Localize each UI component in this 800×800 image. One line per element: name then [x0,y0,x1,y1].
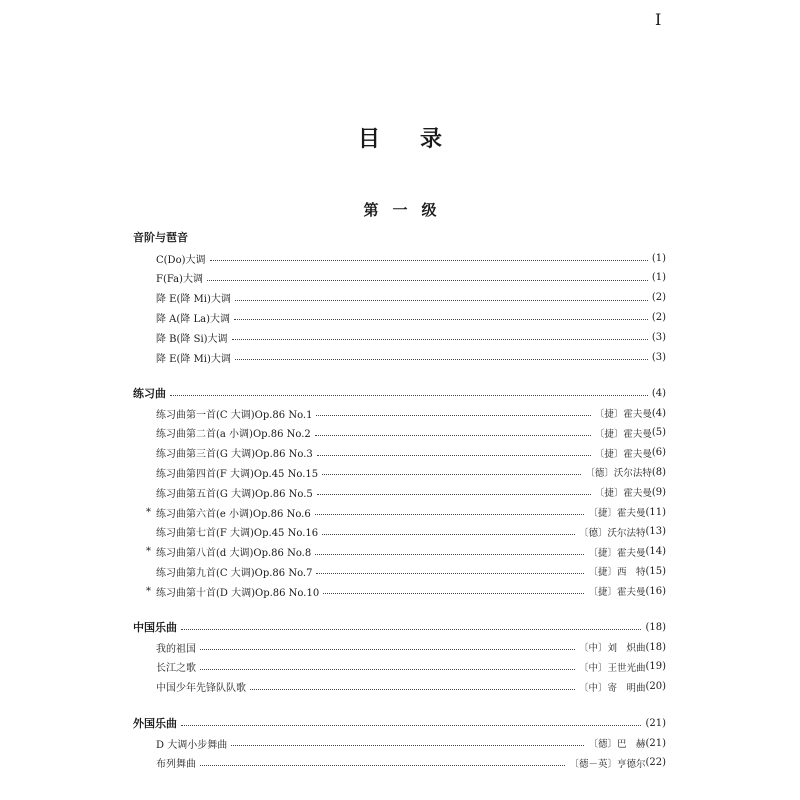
entry-page: (22) [645,757,666,769]
entry-page: (14) [645,546,666,558]
entry-title: 练习曲第九首(C 大调)Op.86 No.7 [156,567,313,579]
entry-title: 我的祖国 [156,643,196,655]
leader-dots [181,628,641,630]
entry-page: (18) [645,641,666,653]
toc-entry [156,308,666,326]
entry-title: D 大调小步舞曲 [156,739,228,751]
toc-entry [156,523,666,541]
section-heading-title: 中国乐曲 [133,621,177,634]
leader-dots [250,688,575,690]
entry-page: (11) [645,506,666,518]
leader-dots [316,572,584,574]
toc-entry [156,444,666,462]
leader-dots [322,473,581,475]
entry-composer: 〔中〕王世光曲 [578,662,646,674]
entry-page: (5) [651,427,666,439]
entry-page: (19) [645,661,666,673]
leader-dots [232,338,648,340]
section-heading-title: 音阶与琶音 [133,231,188,244]
entry-page: (3) [651,351,666,363]
section-heading-title: 练习曲 [133,387,166,400]
section-heading-page: (4) [651,387,666,399]
entry-composer: 〔中〕刘 炽曲 [578,643,646,654]
section-heading [133,228,666,246]
leader-dots [315,553,584,555]
entry-page: (3) [651,331,666,343]
entry-title: 长江之歌 [156,663,196,675]
entry-composer: 〔捷〕霍夫曼 [588,587,646,599]
entry-title: 练习曲第一首(C 大调)Op.86 No.1 [156,409,313,421]
entry-title: 练习曲第八首(d 大调)Op.86 No.8 [156,548,312,560]
leader-dots [200,668,575,670]
leader-dots [316,414,590,416]
entry-title: 练习曲第三首(G 大调)Op.86 No.3 [156,449,313,461]
toc-entry [156,562,666,580]
toc-entry [156,658,666,676]
leader-dots [323,592,584,594]
entry-title: C(Do)大调 [156,254,206,266]
entry-title: 降 A(降 La)大调 [156,313,230,325]
section-heading [133,714,666,732]
toc-entry [146,503,666,521]
leader-dots [235,358,648,360]
entry-page: (13) [645,526,666,538]
section-heading-page: (21) [645,717,666,729]
entry-title: 练习曲第十首(D 大调)Op.86 No.10 [156,587,320,599]
section-heading-page: (18) [645,621,666,633]
toc-entry [156,754,666,772]
toc-entry [156,249,666,267]
section-heading [133,384,666,402]
entry-page: (8) [651,466,666,478]
entry-composer: 〔捷〕霍夫曼 [594,488,652,500]
required-star-marker: * [146,506,151,518]
entry-composer: 〔捷〕霍夫曼 [588,547,646,559]
leader-dots [317,493,591,495]
entry-composer: 〔捷〕霍夫曼 [594,428,652,440]
entry-page: (2) [651,311,666,323]
toc-entry [156,638,666,656]
toc-entry [146,582,666,600]
page-number: I [655,10,662,29]
entry-title: 练习曲第四首(F 大调)Op.45 No.15 [156,468,319,480]
toc-entry [156,678,666,696]
leader-dots [235,299,648,301]
entry-composer: 〔捷〕霍夫曼 [594,448,652,460]
entry-page: (1) [651,252,666,264]
leader-dots [231,744,584,746]
entry-title: 中国少年先锋队队歌 [156,683,246,695]
leader-dots [234,318,648,320]
entry-title: 降 B(降 Si)大调 [156,333,228,345]
leader-dots [317,454,591,456]
entry-page: (2) [651,292,666,304]
entry-composer: 〔德〕沃尔法特 [578,527,646,539]
toc-entry [156,328,666,346]
toc-entry [156,404,666,422]
leader-dots [181,724,641,726]
leader-dots [207,279,648,281]
entry-page: (15) [645,565,666,577]
leader-dots [170,394,648,396]
leader-dots [315,513,585,515]
leader-dots [210,259,648,261]
required-star-marker: * [146,585,151,597]
level-title: 第一级 [363,201,451,219]
entry-page: (21) [645,737,666,749]
entry-composer: 〔德－英〕亨德尔 [569,758,646,770]
entry-composer: 〔捷〕霍夫曼 [588,508,646,519]
required-star-marker: * [146,546,151,558]
entry-title: 降 E(降 Mi)大调 [156,353,231,365]
entry-composer: 〔捷〕西 特 [588,567,646,579]
entry-title: 练习曲第六首(e 小调)Op.86 No.6 [156,508,311,520]
entry-page: (1) [651,272,666,284]
entry-page: (9) [651,486,666,498]
entry-composer: 〔德〕沃尔法特 [585,468,652,480]
toc-entry [156,734,666,752]
entry-title: F(Fa)大调 [156,274,203,286]
toc-entry [146,543,666,561]
toc-entry [156,483,666,501]
entry-page: (6) [651,447,666,459]
entry-page: (4) [651,407,666,419]
section-heading-title: 外国乐曲 [133,717,177,730]
entry-title: 练习曲第五首(G 大调)Op.86 No.5 [156,488,313,500]
leader-dots [322,533,575,535]
toc-entry [156,424,666,442]
entry-title: 降 E(降 Mi)大调 [156,294,231,306]
entry-composer: 〔捷〕霍夫曼 [594,409,652,420]
entry-page: (20) [645,681,666,693]
entry-page: (16) [645,585,666,597]
toc-entry [156,269,666,287]
toc-entry [156,289,666,307]
page-title: 目录 [357,127,482,152]
leader-dots [200,764,565,766]
leader-dots [200,648,575,650]
entry-title: 练习曲第二首(a 小调)Op.86 No.2 [156,429,311,441]
section-heading [133,618,666,636]
toc-entry [156,348,666,366]
entry-title: 布列舞曲 [156,759,196,771]
entry-title: 练习曲第七首(F 大调)Op.45 No.16 [156,528,319,540]
entry-composer: 〔德〕巴 赫 [588,739,646,750]
entry-composer: 〔中〕寄 明曲 [578,682,646,694]
toc-entry [156,463,666,481]
leader-dots [315,434,591,436]
